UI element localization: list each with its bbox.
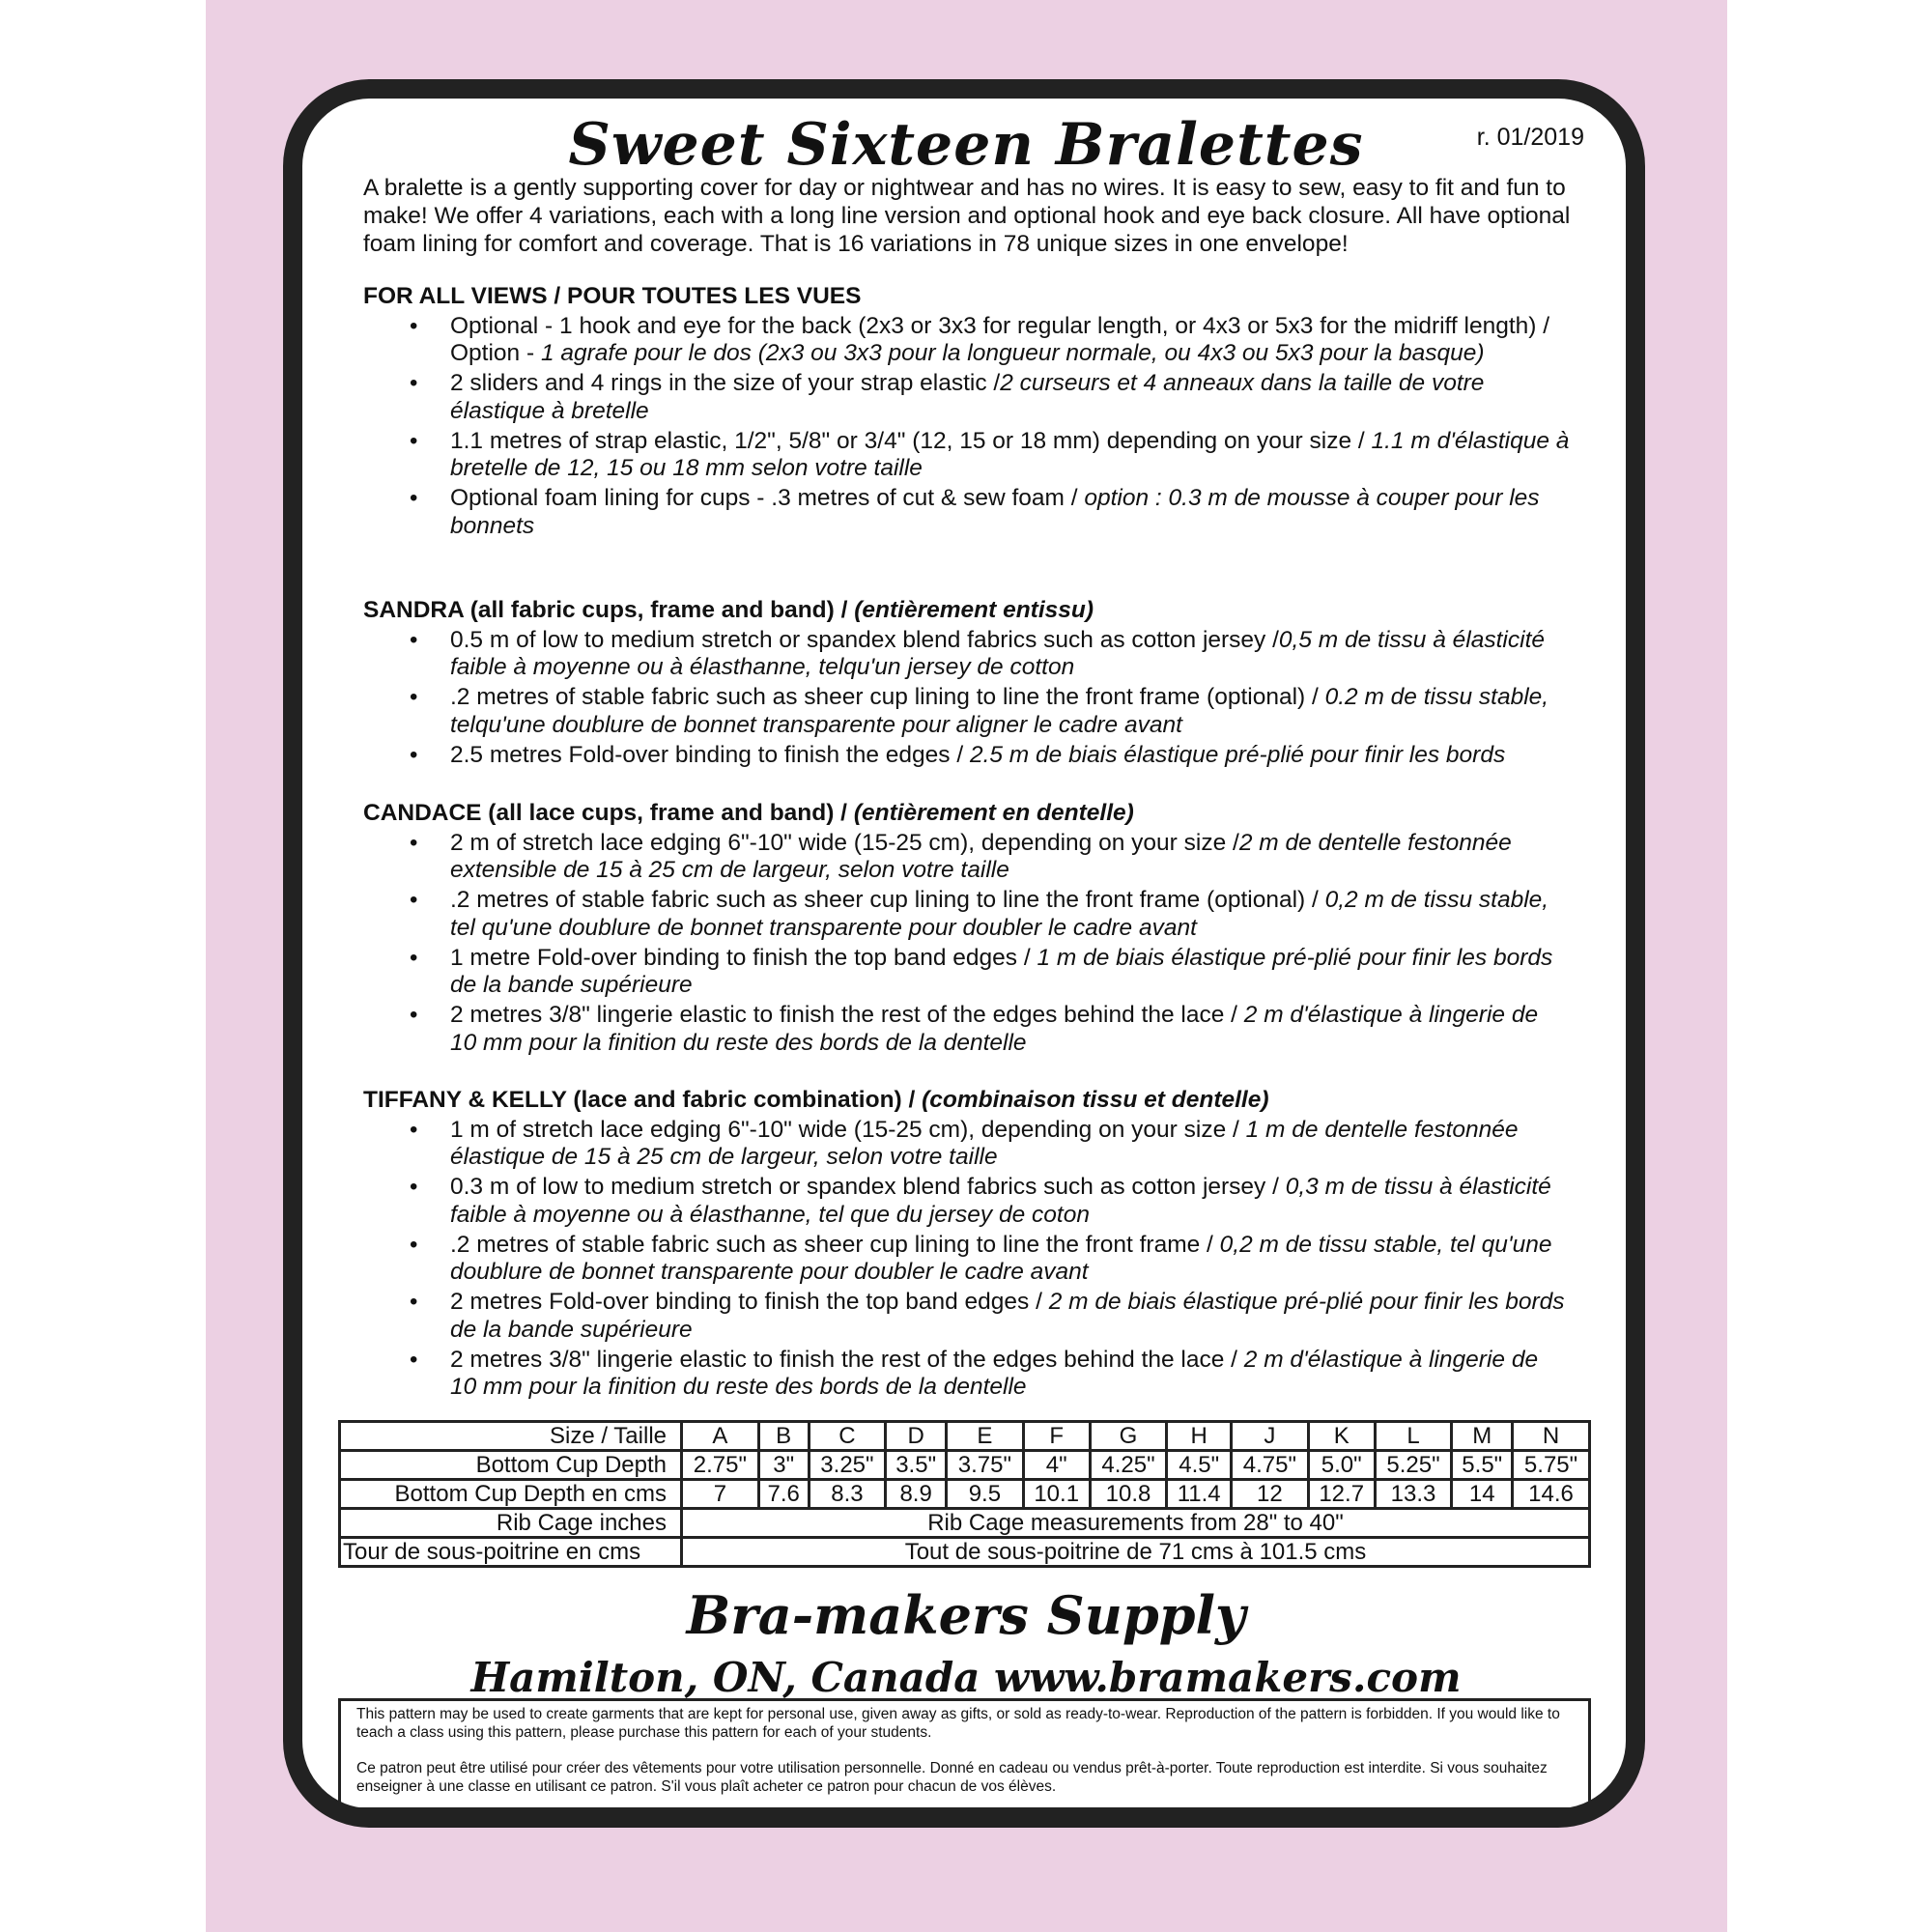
supply-list <box>363 1117 1571 1402</box>
depth-cms-label: Bottom Cup Depth en cms <box>340 1480 682 1509</box>
depth-inches-cell: 3" <box>758 1451 809 1480</box>
section-heading-fr: (entièrement en dentelle) <box>853 800 1134 826</box>
size-cell: K <box>1308 1422 1375 1451</box>
supply-item-en: 1.1 metres of strap elastic, 1/2", 5/8" or 3/4" (12, 15 or 18 mm) depending on your size / <box>450 427 1372 454</box>
size-cell: L <box>1375 1422 1452 1451</box>
supply-item-en: 0.5 m of low to medium stretch or spandex blend fabrics such as cotton jersey / <box>450 626 1279 653</box>
supply-item <box>450 742 1571 770</box>
page-title: Sweet Sixteen Bralettes <box>568 111 1364 179</box>
supply-item-fr: 2 m d'élastique à lingerie de 10 mm pour la finition du reste des bords de la dentelle <box>450 1002 1539 1056</box>
depth-inches-row <box>340 1451 1590 1480</box>
section-heading-fr: (combinaison tissu et dentelle) <box>922 1087 1269 1113</box>
supply-item-fr: 1 m de biais élastique pré-plié pour finir les bords de la bande supérieure <box>450 944 1553 998</box>
depth-cms-cell: 14.6 <box>1513 1480 1590 1509</box>
supply-item-en: 1 m of stretch lace edging 6"-10" wide (15-25 cm), depending on your size / <box>450 1116 1246 1143</box>
supply-item-fr: 2 m de biais élastique pré-plié pour finir les bords de la bande supérieure <box>450 1289 1565 1343</box>
brand-name: Bra-makers Supply <box>686 1584 1246 1646</box>
section-heading-fr: (entièrement entissu) <box>854 597 1094 623</box>
supply-list <box>363 313 1571 541</box>
brand-address: Hamilton, ON, Canada www.bramakers.com <box>470 1654 1462 1701</box>
depth-inches-cell: 3.75" <box>946 1451 1023 1480</box>
supply-item-en: Optional - 1 hook and eye for the back (2x3 or 3x3 for regular length, or 4x3 or 5x3 for the midriff length) / Option - <box>450 312 1550 366</box>
section-heading-en: TIFFANY & KELLY (lace and fabric combination) / <box>363 1087 923 1113</box>
section-heading-en: FOR ALL VIEWS / POUR TOUTES LES VUES <box>363 283 862 309</box>
legal-text-en: This pattern may be used to create garments that are kept for personal use, given away as gifts, or sold as ready-to-wear. Reproduction of the pattern is forbidden. If you would like to teach a class using this pattern, please purchase this pattern for each of your students. <box>356 1706 1560 1741</box>
depth-inches-cell: 5.0" <box>1308 1451 1375 1480</box>
section-heading <box>363 1087 1571 1115</box>
supply-item-en: 2 sliders and 4 rings in the size of your strap elastic / <box>450 370 1001 396</box>
section-heading <box>363 283 1571 311</box>
supply-item-fr: 0,2 m de tissu stable, tel qu'une doublure de bonnet transparente pour doubler le cadre avant <box>450 887 1549 941</box>
depth-cms-cell: 10.8 <box>1090 1480 1167 1509</box>
supply-item-fr: option : 0.3 m de mousse à couper pour les bonnets <box>450 485 1540 539</box>
depth-cms-cell: 8.9 <box>886 1480 947 1509</box>
depth-cms-cell: 10.1 <box>1023 1480 1090 1509</box>
depth-inches-label: Bottom Cup Depth <box>340 1451 682 1480</box>
supply-item-fr: 1.1 m d'élastique à bretelle de 12, 15 ou 18 mm selon votre taille <box>450 427 1570 481</box>
depth-inches-cell: 3.5" <box>886 1451 947 1480</box>
rib-inches-value: Rib Cage measurements from 28" to 40" <box>682 1509 1590 1538</box>
section-heading-en: SANDRA (all fabric cups, frame and band) / <box>363 597 855 623</box>
rib-cms-label: Tour de sous-poitrine en cms <box>340 1538 682 1567</box>
supply-item-fr: 0,3 m de tissu à élasticité faible à moyenne ou à élasthanne, tel que du jersey de coton <box>450 1174 1551 1228</box>
supply-item <box>450 945 1571 1000</box>
depth-inches-cell: 2.75" <box>682 1451 759 1480</box>
intro-paragraph: A bralette is a gently supporting cover for day or nightwear and has no wires. It is easy to sew, easy to fit and fun to make! We offer 4 variations, each with a long line version and optional hook and eye back closure. All have optional foam lining for comfort and coverage. That is 16 variations in 78 unique sizes in one envelope! <box>363 175 1571 257</box>
legal-notice <box>338 1698 1591 1810</box>
depth-cms-cell: 7.6 <box>758 1480 809 1509</box>
revision-label: r. 01/2019 <box>1476 124 1584 151</box>
depth-inches-cell: 4" <box>1023 1451 1090 1480</box>
supply-item-fr: 0,2 m de tissu stable, tel qu'une doublure de bonnet transparente pour doubler le cadre avant <box>450 1231 1552 1285</box>
supply-item-en: 1 metre Fold-over binding to finish the top band edges / <box>450 944 1037 971</box>
depth-cms-cell: 9.5 <box>946 1480 1023 1509</box>
supply-list <box>363 830 1571 1058</box>
depth-cms-cell: 12 <box>1231 1480 1308 1509</box>
depth-inches-cell: 5.5" <box>1452 1451 1513 1480</box>
supply-item <box>450 1347 1571 1402</box>
supply-item <box>450 887 1571 942</box>
size-table <box>338 1420 1591 1568</box>
supply-item <box>450 1289 1571 1344</box>
depth-inches-cell: 5.25" <box>1375 1451 1452 1480</box>
supply-item-fr: 2 m d'élastique à lingerie de 10 mm pour la finition du reste des bords de la dentelle <box>450 1346 1539 1400</box>
supply-item-fr: 0.2 m de tissu stable, telqu'une doublure de bonnet transparente pour aligner le cadre avant <box>450 684 1549 738</box>
depth-cms-cell: 12.7 <box>1308 1480 1375 1509</box>
depth-inches-cell: 5.75" <box>1513 1451 1590 1480</box>
depth-cms-row <box>340 1480 1590 1509</box>
depth-inches-cell: 4.5" <box>1167 1451 1232 1480</box>
supply-list <box>363 627 1571 770</box>
section-heading-en: CANDACE (all lace cups, frame and band) / <box>363 800 854 826</box>
size-cell: C <box>809 1422 886 1451</box>
supply-item <box>450 1002 1571 1057</box>
supply-item <box>450 684 1571 739</box>
supply-item-en: 2 metres 3/8" lingerie elastic to finish the rest of the edges behind the lace / <box>450 1002 1244 1028</box>
supply-item-en: 2 metres 3/8" lingerie elastic to finish the rest of the edges behind the lace / <box>450 1346 1244 1373</box>
legal-text-fr: Ce patron peut être utilisé pour créer des vêtements pour votre utilisation personnelle. Donné en cadeau ou vendus prêt-à-porter. Toute reproduction est interdite. Si vous souhaitez enseigner à une classe en utilisant ce patron. S'il vous plaît acheter ce patron pour chacun de vos élèves. <box>356 1760 1548 1795</box>
rib-inches-label: Rib Cage inches <box>340 1509 682 1538</box>
supply-item-fr: 0,5 m de tissu à élasticité faible à moyenne ou à élasthanne, telqu'un jersey de cotton <box>450 626 1545 680</box>
rib-cms-row <box>340 1538 1590 1567</box>
supply-item-en: 0.3 m of low to medium stretch or spandex blend fabrics such as cotton jersey / <box>450 1174 1286 1200</box>
section-heading <box>363 800 1571 828</box>
supply-item <box>450 370 1571 425</box>
depth-cms-cell: 13.3 <box>1375 1480 1452 1509</box>
depth-inches-cell: 4.25" <box>1090 1451 1167 1480</box>
supply-item-en: 2 m of stretch lace edging 6"-10" wide (15-25 cm), depending on your size / <box>450 829 1239 856</box>
supply-section <box>363 1087 1571 1404</box>
depth-inches-cell: 4.75" <box>1231 1451 1308 1480</box>
size-label: Size / Taille <box>340 1422 682 1451</box>
supply-item <box>450 830 1571 885</box>
size-cell: E <box>946 1422 1023 1451</box>
supply-item <box>450 313 1571 368</box>
depth-inches-cell: 3.25" <box>809 1451 886 1480</box>
depth-cms-cell: 11.4 <box>1167 1480 1232 1509</box>
supply-item <box>450 1232 1571 1287</box>
supply-item-fr: 2.5 m de biais élastique pré-plié pour finir les bords <box>969 741 1506 768</box>
supply-item <box>450 627 1571 682</box>
supply-item-fr: 1 m de dentelle festonnée élastique de 15 à 25 cm de largeur, selon votre taille <box>450 1116 1519 1170</box>
supply-item-fr: 1 agrafe pour le dos (2x3 ou 3x3 pour la longueur normale, ou 4x3 ou 5x3 pour la basque) <box>540 340 1485 366</box>
size-cell: B <box>758 1422 809 1451</box>
size-cell: A <box>682 1422 759 1451</box>
depth-cms-cell: 8.3 <box>809 1480 886 1509</box>
rib-cms-value: Tout de sous-poitrine de 71 cms à 101.5 cms <box>682 1538 1590 1567</box>
depth-cms-cell: 14 <box>1452 1480 1513 1509</box>
size-cell: J <box>1231 1422 1308 1451</box>
supply-item-en: .2 metres of stable fabric such as sheer cup lining to line the front frame (optional) / <box>450 684 1325 710</box>
supply-item-en: 2.5 metres Fold-over binding to finish the edges / <box>450 741 970 768</box>
size-cell: M <box>1452 1422 1513 1451</box>
size-cell: D <box>886 1422 947 1451</box>
size-row <box>340 1422 1590 1451</box>
section-heading <box>363 597 1571 625</box>
supply-section <box>363 800 1571 1060</box>
size-cell: G <box>1090 1422 1167 1451</box>
supply-section <box>363 597 1571 772</box>
supply-item-en: Optional foam lining for cups - .3 metres of cut & sew foam / <box>450 485 1085 511</box>
supply-item <box>450 428 1571 483</box>
supply-item-en: .2 metres of stable fabric such as sheer cup lining to line the front frame (optional) / <box>450 887 1325 913</box>
supply-item-en: 2 metres Fold-over binding to finish the top band edges / <box>450 1289 1049 1315</box>
size-cell: H <box>1167 1422 1232 1451</box>
supply-item <box>450 1117 1571 1172</box>
supply-item-fr: 2 curseurs et 4 anneaux dans la taille de votre élastique à bretelle <box>450 370 1485 424</box>
supply-item <box>450 1174 1571 1229</box>
size-cell: F <box>1023 1422 1090 1451</box>
supply-item-en: .2 metres of stable fabric such as sheer cup lining to line the front frame / <box>450 1231 1220 1258</box>
supply-section <box>363 283 1571 543</box>
depth-cms-cell: 7 <box>682 1480 759 1509</box>
size-cell: N <box>1513 1422 1590 1451</box>
supply-item <box>450 485 1571 540</box>
rib-inches-row <box>340 1509 1590 1538</box>
supply-item-fr: 2 m de dentelle festonnée extensible de 15 à 25 cm de largeur, selon votre taille <box>450 829 1512 883</box>
